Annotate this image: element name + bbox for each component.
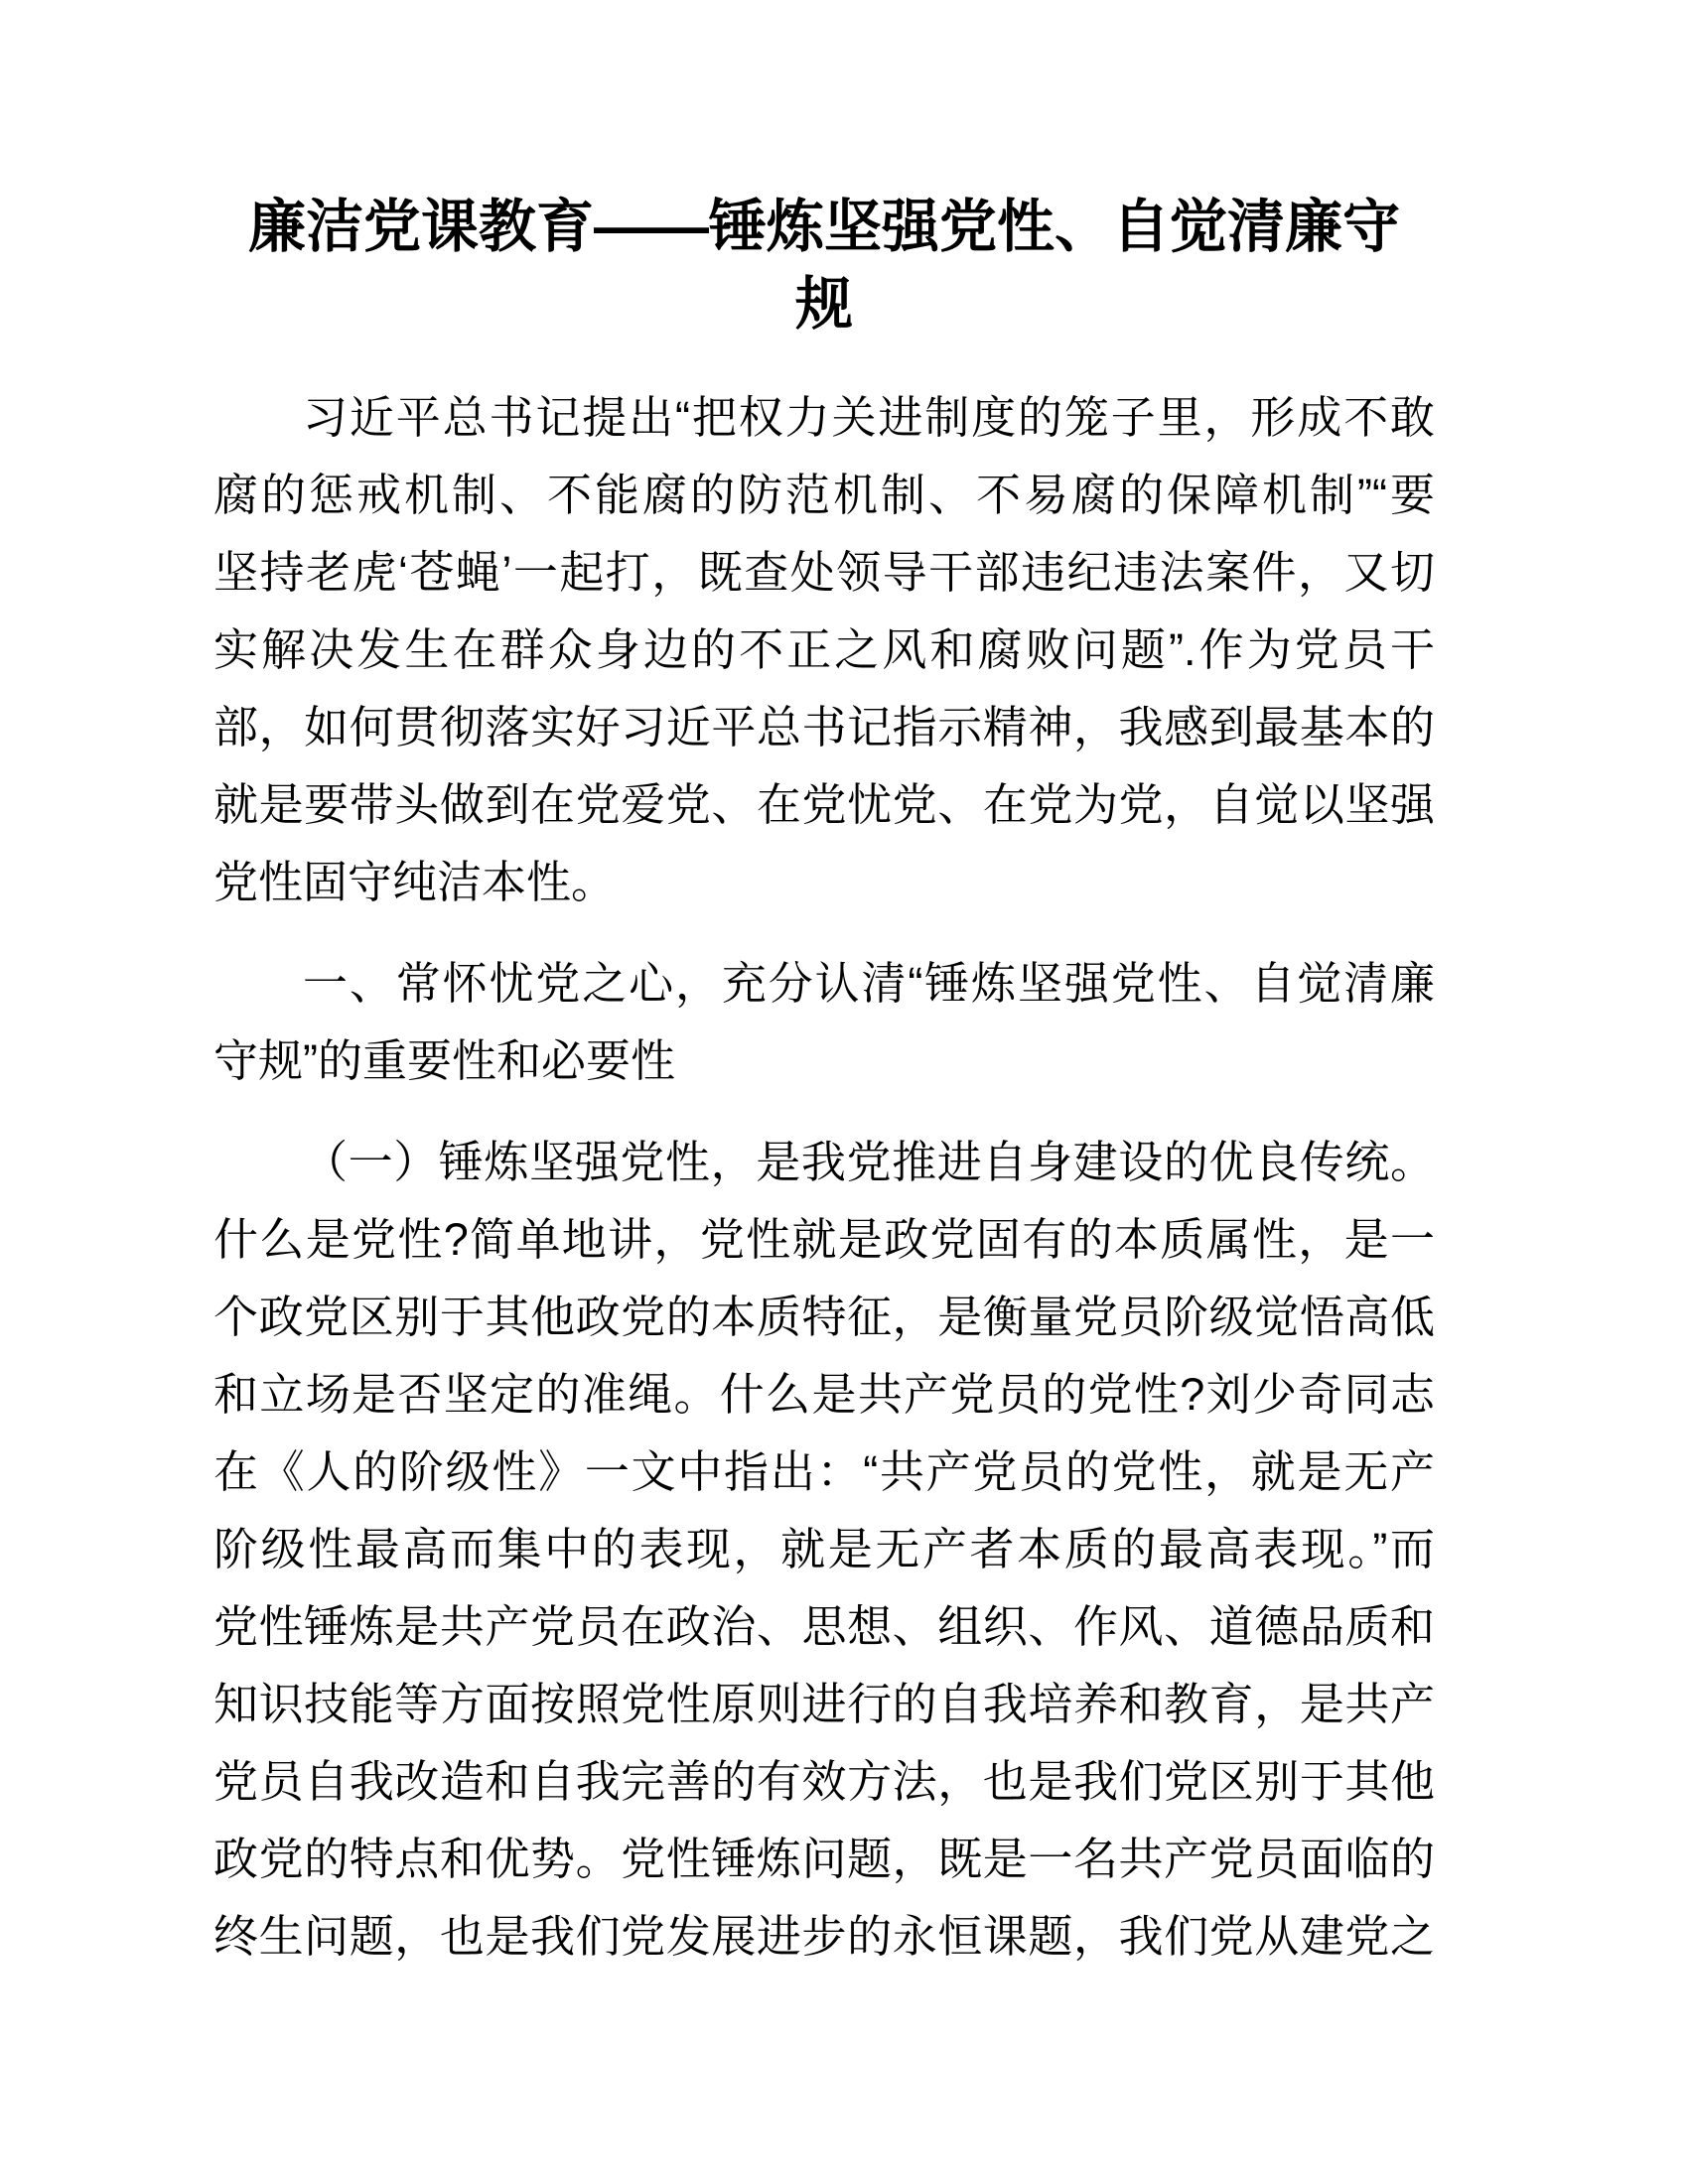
text-line: 一、常怀忧党之心，充分认清“锤炼坚强党性、自觉清廉 (303, 958, 1435, 1009)
document-title (213, 189, 1435, 343)
text-line: 廉洁党课教育——锤炼坚强党性、自觉清廉守 (247, 195, 1400, 259)
text-line: 知识技能等方面按照党性原则进行的自我培养和教育，是共产 (213, 1679, 1435, 1729)
text-line: 政党的特点和优势。党性锤炼问题，既是一名共产党员面临的 (213, 1834, 1435, 1884)
text-line: 腐的惩戒机制、不能腐的防范机制、不易腐的保障机制”“要 (213, 470, 1435, 520)
text-line: 坚持老虎‘苍蝇’一起打，既查处领导干部违纪违法案件，又切 (213, 547, 1435, 598)
text-line: 党性固守纯洁本性。 (213, 857, 617, 907)
text-line: 就是要带头做到在党爱党、在党忧党、在党为党，自觉以坚强 (213, 779, 1435, 830)
text-line: 阶级性最高而集中的表现，就是无产者本质的最高表现。”而 (213, 1524, 1435, 1574)
text-line: 在《人的阶级性》一文中指出：“共产党员的党性，就是无产 (213, 1446, 1435, 1497)
text-line: 和立场是否坚定的准绳。什么是共产党员的党性?刘少奇同志 (213, 1369, 1435, 1420)
text-line: 规 (794, 272, 853, 337)
text-line: 部，如何贯彻落实好习近平总书记指示精神，我感到最基本的 (213, 702, 1435, 752)
text-line: 终生问题，也是我们党发展进步的永恒课题，我们党从建党之 (213, 1911, 1435, 1962)
text-line: 什么是党性?简单地讲，党性就是政党固有的本质属性，是一 (213, 1214, 1435, 1265)
text-line: 实解决发生在群众身边的不正之风和腐败问题”.作为党员干 (213, 624, 1435, 675)
text-line: 习近平总书记提出“把权力关进制度的笼子里，形成不敢 (303, 392, 1435, 443)
paragraph-section-heading (213, 945, 1435, 1100)
text-line: （一）锤炼坚强党性，是我党推进自身建设的优良传统。 (303, 1137, 1435, 1187)
text-line: 守规”的重要性和必要性 (213, 1035, 675, 1086)
text-line: 党员自我改造和自我完善的有效方法，也是我们党区别于其他 (213, 1756, 1435, 1807)
document-body (213, 189, 1435, 1976)
text-line: 党性锤炼是共产党员在政治、思想、组织、作风、道德品质和 (213, 1601, 1435, 1652)
paragraph-section-body (213, 1124, 1435, 1976)
text-line: 个政党区别于其他政党的本质特征，是衡量党员阶级觉悟高低 (213, 1292, 1435, 1342)
paragraph-intro (213, 379, 1435, 921)
